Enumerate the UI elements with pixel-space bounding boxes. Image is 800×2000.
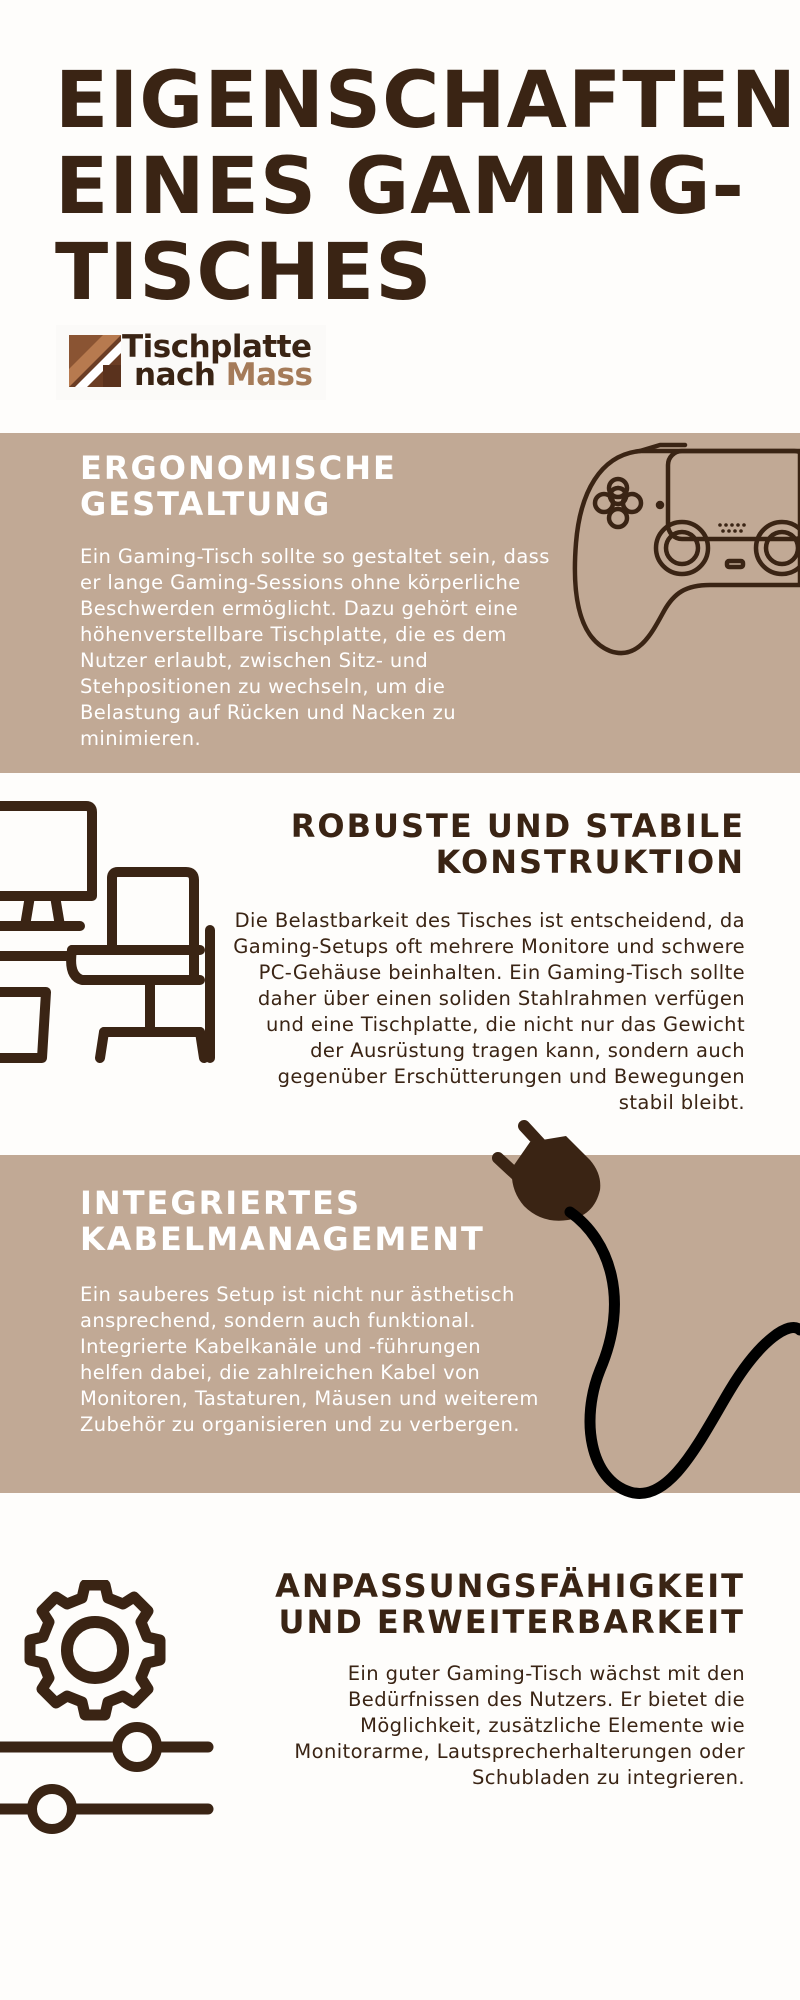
gamepad-icon (560, 433, 800, 663)
section-text: Ein guter Gaming-Tisch wächst mit den Bedürfnissen des Nutzers. Er bietet die Möglichkeit, zusätzliche Elemente wie Monitorarme, Lautsprecherhalterungen oder Schubladen zu integrieren. (294, 1662, 745, 1789)
section-heading: ERGONOMISCHE GESTALTUNG (80, 449, 397, 523)
logo-text-line2 (134, 359, 312, 391)
section-heading: INTEGRIERTES KABELMANAGEMENT (80, 1184, 485, 1258)
plug-cable-icon (490, 1120, 800, 1510)
gear-sliders-icon (0, 1580, 225, 1835)
logo-text-line1: Tischplatte (122, 329, 312, 365)
brand-logo (56, 325, 326, 400)
section-text: Die Belastbarkeit des Tisches ist entscheidend, da Gaming-Setups oft mehrere Monitore und schwere PC-Gehäuse beinhalten. Ein Gaming-Tisch sollte daher über einen soliden Stahlrahmen verfügen und eine Tischplatte, die nicht nur das Gewicht der Ausrüstung tragen kann, sondern auch gegenüber Erschütterungen und Bewegungen stabil bleibt. (233, 909, 745, 1114)
section-text: Ein sauberes Setup ist nicht nur ästhetisch ansprechend, sondern auch funktional. Integrierte Kabelkanäle und -führungen helfen dabei, die zahlreichen Kabel von Monitoren, Tastaturen, Mäusen und weiterem Zubehör zu organisieren und zu verbergen. (80, 1283, 539, 1436)
page-title: EIGENSCHAFTEN EINES GAMING-TISCHES (55, 56, 798, 318)
logo-text-mass: Mass (225, 357, 313, 393)
desk-chair-icon (0, 800, 220, 1065)
logo-mark-icon (69, 335, 121, 387)
section-text: Ein Gaming-Tisch sollte so gestaltet sein, dass er lange Gaming-Sessions ohne körperliche Beschwerden ermöglicht. Dazu gehört eine höhenverstellbare Tischplatte, die es dem Nutzer erlaubt, zwischen Sitz- und Stehpositionen zu wechseln, um die Belastung auf Rücken und Nacken zu minimieren. (80, 545, 550, 750)
logo-text-nach: nach (134, 357, 216, 393)
section-heading: ANPASSUNGSFÄHIGKEIT UND ERWEITERBARKEIT (275, 1567, 745, 1641)
section-heading: ROBUSTE UND STABILE KONSTRUKTION (290, 807, 745, 881)
section-ergonomics (0, 433, 800, 773)
